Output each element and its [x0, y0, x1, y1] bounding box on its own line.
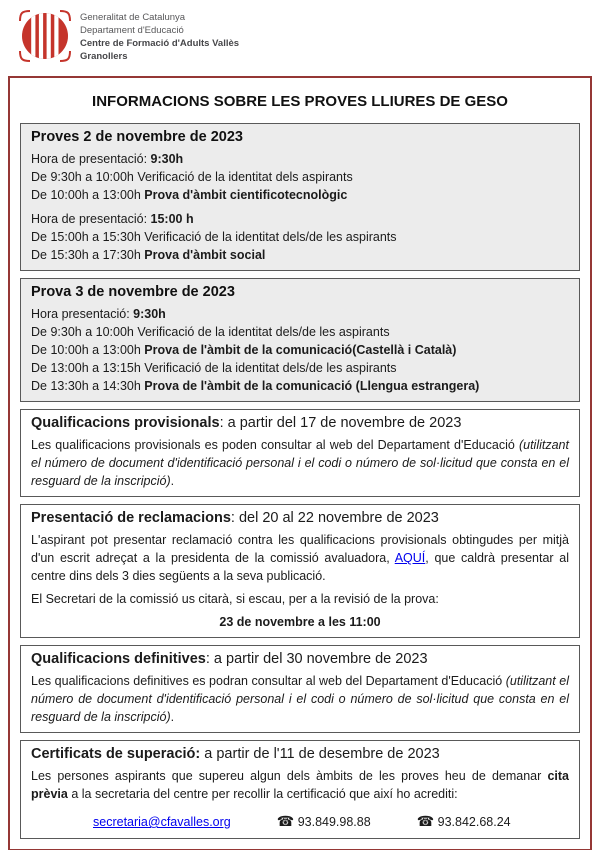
certificates-box	[20, 740, 580, 839]
schedule-line-text: Hora presentació:	[31, 307, 134, 321]
exam-name: Prova de l'àmbit de la comunicació(Castellà i Català)	[144, 343, 457, 357]
header-date-text: : a partir del 30 novembre de 2023	[205, 651, 428, 667]
schedule-line-text: De 15:30h a 17:30h	[31, 248, 145, 262]
provisional-grades-header	[31, 413, 569, 434]
header-date-text: : del 20 al 22 novembre de 2023	[230, 510, 439, 526]
phone-icon: ☎	[276, 813, 295, 829]
letterhead	[0, 0, 600, 62]
final-grades-header	[31, 649, 569, 670]
schedule-box-nov-2-header: Proves 2 de novembre de 2023	[31, 129, 243, 145]
paragraph-text: a la secretaria del centre per recollir la certificació que així ho acrediti:	[67, 787, 458, 801]
header-bold-text: Presentació de reclamacions	[31, 510, 231, 526]
claims-paragraph	[31, 531, 569, 585]
final-grades-box	[20, 645, 580, 733]
contact-row	[31, 812, 569, 832]
cita-previa-bold: cita prèvia	[31, 769, 569, 801]
center-name: Centre de Formació d'Adults Vallès	[80, 38, 240, 49]
phone-number-2	[417, 812, 511, 832]
org-name: Generalitat de Catalunya	[80, 12, 186, 23]
schedule-line-text: Hora de presentació:	[31, 152, 151, 166]
paragraph-text: .	[170, 710, 175, 724]
claims-box	[20, 504, 580, 638]
header-date-text: a partir de l'11 de desembre de 2023	[200, 746, 440, 762]
department-name: Departament d'Educació	[80, 25, 184, 36]
paragraph-text: Les qualificacions definitives es podran consultar al web del Departament d'Educació	[31, 674, 506, 688]
page-title: INFORMACIONS SOBRE LES PROVES LLIURES DE GESO	[92, 93, 508, 110]
schedule-line-text: De 13:30h a 14:30h	[31, 379, 145, 393]
schedule-line-text: Hora de presentació:	[31, 212, 151, 226]
afternoon-session	[31, 210, 569, 264]
schedule-box-nov-3-header: Prova 3 de novembre de 2023	[31, 284, 235, 300]
exam-name: Prova d'àmbit cientificotecnològic	[144, 188, 348, 202]
paragraph-text: L'aspirant pot presentar reclamació contra les qualificacions provisionals obtingudes per mitjà d'un escrit adreçat a la presidenta de la comissió avaluadora,	[31, 533, 569, 565]
schedule-line	[31, 210, 569, 228]
schedule-line	[31, 305, 569, 323]
morning-session	[31, 150, 569, 204]
exam-name: Prova de l'àmbit de la comunicació (Llengua estrangera)	[144, 379, 480, 393]
paragraph-text: Les qualificacions provisionals es poden consultar al web del Departament d'Educació	[31, 438, 519, 452]
day-session	[31, 305, 569, 395]
certificates-header	[31, 744, 569, 765]
review-date: 23 de novembre a les 11:00	[219, 615, 381, 629]
paragraph-italic-note: (utilitzant el número de document d'identificació personal i el codi o número de sol·licitud que consta en el resguard de la inscripció)	[31, 438, 569, 488]
schedule-line	[31, 377, 569, 395]
header-date-text: : a partir del 17 de novembre de 2023	[219, 415, 462, 431]
exam-name: Prova d'àmbit social	[144, 248, 266, 262]
schedule-line: De 15:00h a 15:30h Verificació de la identitat dels/de les aspirants	[31, 230, 397, 244]
header-bold-text: Qualificacions provisionals	[31, 415, 220, 431]
schedule-line-time: 9:30h	[133, 307, 166, 321]
phone-icon: ☎	[416, 813, 435, 829]
phone-number-text: 93.849.98.88	[297, 815, 371, 829]
center-city: Granollers	[80, 51, 128, 62]
provisional-grades-paragraph	[31, 436, 569, 490]
paragraph-italic-note: (utilitzant el número de document d'identificació personal i el codi o número de sol·licitud que consta en el resguard de la inscripció)	[31, 674, 569, 724]
claims-header	[31, 508, 569, 529]
schedule-box-nov-2	[20, 123, 580, 271]
document-frame	[8, 76, 592, 850]
schedule-box-nov-3	[20, 278, 580, 402]
phone-number-1	[277, 812, 371, 832]
phone-number-text: 93.842.68.24	[437, 815, 511, 829]
schedule-line: De 13:00h a 13:15h Verificació de la identitat dels/de les aspirants	[31, 361, 397, 375]
header-bold-text: Certificats de superació:	[31, 746, 201, 762]
final-grades-paragraph	[31, 672, 569, 726]
schedule-line-text: De 10:00h a 13:00h	[31, 343, 145, 357]
paragraph-text: , que caldrà presentar al centre dins dels 3 dies següents a la seva publicació.	[31, 551, 569, 583]
schedule-line-time: 15:00 h	[150, 212, 194, 226]
schedule-line: De 9:30h a 10:00h Verificació de la identitat dels/de les aspirants	[31, 325, 390, 339]
schedule-line: De 9:30h a 10:00h Verificació de la identitat dels aspirants	[31, 170, 353, 184]
aqui-link[interactable]: AQUÍ	[394, 551, 426, 565]
paragraph-text: .	[170, 474, 175, 488]
paragraph-text: Les persones aspirants que supereu algun dels àmbits de les proves heu de demanar	[31, 769, 548, 783]
certificates-paragraph	[31, 767, 569, 803]
schedule-line	[31, 246, 569, 264]
generalitat-senyera-logo-icon	[17, 8, 73, 64]
schedule-line-text: De 10:00h a 13:00h	[31, 188, 145, 202]
schedule-line	[31, 186, 569, 204]
schedule-line	[31, 341, 569, 359]
letterhead-text	[80, 8, 239, 63]
schedule-line-time: 9:30h	[150, 152, 184, 166]
provisional-grades-box	[20, 409, 580, 497]
schedule-line	[31, 150, 569, 168]
review-notice-paragraph: El Secretari de la comissió us citarà, si escau, per a la revisió de la prova:	[31, 592, 439, 606]
email-link[interactable]: secretaria@cfavalles.org	[93, 815, 231, 829]
header-bold-text: Qualificacions definitives	[31, 651, 206, 667]
